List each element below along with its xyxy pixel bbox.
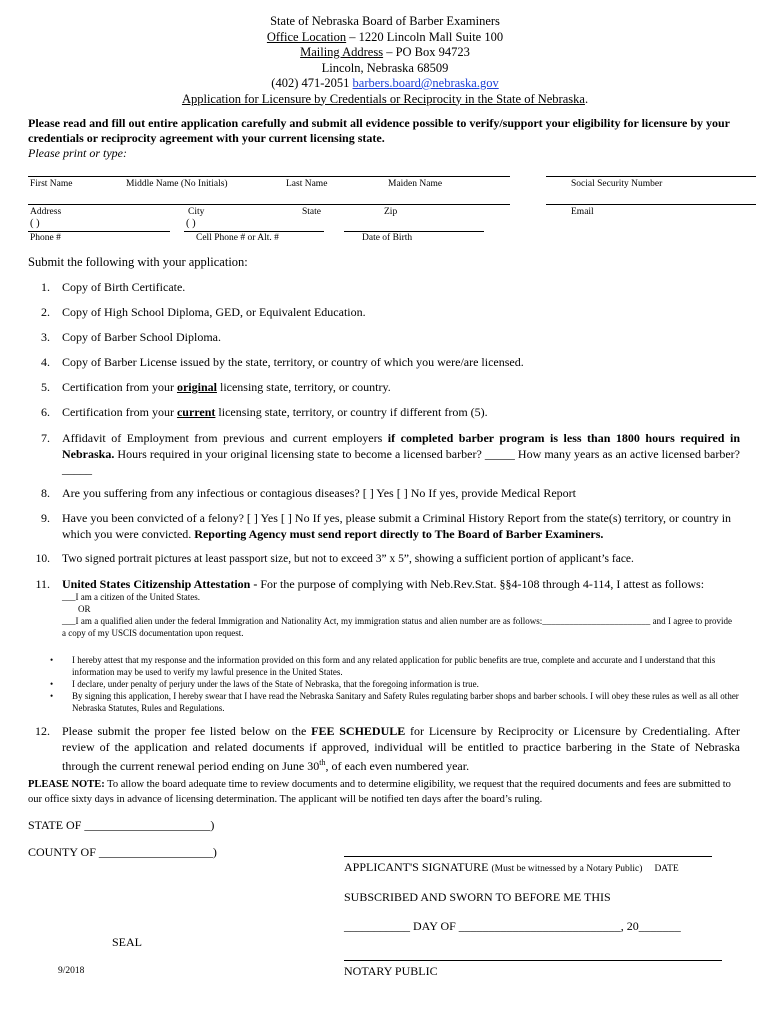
- cell-phone-label: Cell Phone # or Alt. #: [196, 233, 279, 243]
- signature-caption: [344, 860, 679, 875]
- form-title-text: Application for Licensure by Credentials or Reciprocity in the State of Nebraska: [181, 91, 585, 106]
- item-number: 4.: [41, 355, 50, 369]
- item-number: 12.: [35, 724, 50, 738]
- address-line[interactable]: [28, 204, 510, 205]
- email-label: Email: [571, 207, 594, 217]
- item-text-part: licensing state, territory, or country.: [216, 380, 391, 394]
- citizen-option: ___I am a citizen of the United States.: [62, 592, 200, 602]
- item-text-part: for Licensure by Reciprocity or Licensure by Credentialing. After review of the application and related documents if approved, individual will be entitled to practice barbering in the State of Nebraska through the current renewal period ending on June 30: [62, 724, 740, 773]
- item-text-part: licensing state, territory, or country if different from (5).: [215, 405, 488, 419]
- item-text-bold: United States Citizenship Attestation -: [62, 577, 258, 591]
- item-text: [62, 511, 740, 542]
- zip-label: Zip: [384, 207, 398, 217]
- bullet-text: I hereby attest that my response and the information provided on this form and any related application for public benefits are true, complete and accurate and I understand that this information may be used to verify my lawful presence in the United States.: [72, 655, 716, 677]
- office-location: [0, 30, 770, 46]
- item-text: Copy of Birth Certificate.: [62, 280, 186, 294]
- phone-line[interactable]: [28, 231, 170, 232]
- please-note-label: PLEASE NOTE:: [28, 779, 105, 790]
- email-line[interactable]: [546, 204, 756, 205]
- bullet-dot: •: [50, 655, 54, 665]
- last-name-label: Last Name: [286, 179, 328, 189]
- applicant-signature-label: APPLICANT'S SIGNATURE: [344, 860, 489, 874]
- notary-witness-note: (Must be witnessed by a Notary Public): [491, 864, 643, 874]
- item-number: 9.: [41, 511, 50, 525]
- seal-label: SEAL: [112, 935, 142, 949]
- item-number: 10.: [35, 553, 50, 565]
- item-text: Copy of Barber School Diploma.: [62, 330, 221, 344]
- mailing-address: [0, 45, 770, 61]
- attestation-bullet: [50, 690, 760, 714]
- name-line[interactable]: [28, 176, 510, 177]
- dob-line[interactable]: [344, 231, 484, 232]
- or-label: OR: [78, 604, 91, 614]
- notary-signature-line[interactable]: [344, 960, 722, 961]
- item-text: Are you suffering from any infectious or contagious diseases? [ ] Yes [ ] No If yes, provide Medical Report: [62, 486, 576, 500]
- emphasis-original: original: [176, 380, 217, 394]
- email-link[interactable]: barbers.board@nebraska.gov: [352, 76, 499, 90]
- mailing-address-value: – PO Box 94723: [383, 45, 470, 59]
- item-number: 7.: [41, 431, 50, 445]
- phone-area-code: ( ): [30, 218, 40, 229]
- board-name: State of Nebraska Board of Barber Examiners: [270, 14, 500, 28]
- address-label: Address: [30, 207, 62, 217]
- item-text-part: Hours required in your original licensing state to become a licensed barber? _____ How many years as an active licensed barber? _____: [62, 446, 740, 476]
- item-text: [62, 724, 740, 775]
- city-state-zip: Lincoln, Nebraska 68509: [321, 60, 449, 75]
- bullet-dot: •: [50, 691, 54, 701]
- form-title: [0, 92, 770, 108]
- alien-option: ___I am a qualified alien under the federal Immigration and Nationality Act, my immigration status and alien number are as follows:________________________ and I agree to provide a copy of my USCIS documentation upon request.: [62, 616, 732, 638]
- emphasis-current: current: [176, 405, 216, 419]
- county-of-field[interactable]: COUNTY OF ___________________): [28, 845, 217, 859]
- item-text: [62, 405, 740, 421]
- state-of-field[interactable]: STATE OF _____________________): [28, 818, 215, 832]
- item-number: 3.: [41, 330, 50, 344]
- item-text-part: , of each even numbered year.: [325, 759, 470, 773]
- city-label: City: [188, 207, 205, 217]
- item-number: 8.: [41, 486, 50, 500]
- item-text-part: Certification from your: [62, 380, 177, 394]
- item-text: Copy of Barber License issued by the state, territory, or country of which you were/are licensed.: [62, 355, 524, 369]
- bullet-text: I declare, under penalty of perjury under the laws of the State of Nebraska, that the foregoing information is true.: [72, 679, 479, 689]
- ssn-line[interactable]: [546, 176, 756, 177]
- cell-phone-line[interactable]: [184, 231, 324, 232]
- notary-public-label: NOTARY PUBLIC: [344, 964, 438, 978]
- form-title-period: .: [584, 91, 589, 106]
- print-instruction: Please print or type:: [28, 146, 127, 160]
- cell-area-code: ( ): [186, 218, 196, 229]
- letterhead: [0, 14, 770, 107]
- subscribed-sworn: SUBSCRIBED AND SWORN TO BEFORE ME THIS: [344, 890, 611, 904]
- date-label: DATE: [654, 864, 679, 874]
- submit-heading: Submit the following with your application:: [28, 255, 248, 269]
- item-text: Copy of High School Diploma, GED, or Equivalent Education.: [62, 305, 366, 319]
- item-text-part: For the purpose of complying with Neb.Rev.Stat. §§4-108 through 4-114, I attest as follows:: [257, 577, 705, 591]
- phone-label: Phone #: [30, 233, 61, 243]
- instructions: Please read and fill out entire application carefully and submit all evidence possible to verify/support your eligibility for licensure by your credentials or reciprocity agreement with your current licensing state.: [28, 116, 730, 145]
- item-text-part: Certification from your: [62, 405, 177, 419]
- item-text-part: Please submit the proper fee listed below on the: [62, 724, 312, 738]
- dob-label: Date of Birth: [362, 233, 413, 243]
- middle-name-label: Middle Name (No Initials): [126, 179, 228, 189]
- first-name-label: First Name: [30, 179, 73, 189]
- mailing-address-label: Mailing Address: [300, 45, 384, 59]
- day-of-field[interactable]: ___________ DAY OF ___________________________, 20_______: [344, 919, 681, 933]
- contact-line: [0, 76, 770, 92]
- office-location-label: Office Location: [266, 29, 347, 44]
- superscript: th: [319, 758, 326, 767]
- item-number: 11.: [35, 577, 50, 591]
- state-label: State: [302, 207, 321, 217]
- signature-line[interactable]: [344, 856, 712, 857]
- item-number: 5.: [41, 380, 50, 394]
- item-text-part: Affidavit of Employment from previous and current employers: [62, 431, 388, 445]
- item-text-bold: if completed barber program is less than 1800 hours required in Nebraska.: [62, 431, 740, 461]
- please-note-text: To allow the board adequate time to review documents and to determine eligibility, we request that the required documents and fees are submitted to our office sixty days in advance of licensing determination. The applicant will be notified ten days after the board’s ruling.: [28, 779, 731, 805]
- attestation-bullet: [50, 678, 760, 690]
- item-text-part: Have you been convicted of a felony? [ ] Yes [ ] No If yes, please submit a Criminal History Report from the state(s) territory, or country in which you were convicted.: [62, 511, 732, 541]
- office-location-value: – 1220 Lincoln Mall Suite 100: [346, 29, 504, 44]
- maiden-name-label: Maiden Name: [388, 179, 443, 189]
- item-text: [62, 380, 740, 396]
- please-note: [28, 778, 740, 807]
- item-text-bold: Reporting Agency must send report directly to The Board of Barber Examiners.: [194, 526, 604, 541]
- attestation-bullet: [50, 654, 760, 678]
- item-number: 6.: [41, 405, 50, 419]
- item-number: 2.: [41, 305, 50, 319]
- bullet-text: By signing this application, I hereby swear that I have read the Nebraska Sanitary and Safety Rules regulating barber shops and barber schools. I will obey these rules as well as all other Nebraska Statutes, Rules and Regulations.: [72, 691, 739, 713]
- item-number: 1.: [41, 280, 50, 294]
- bullet-dot: •: [50, 679, 54, 689]
- item-text: [62, 577, 740, 593]
- phone-number: (402) 471-2051: [271, 76, 353, 90]
- fee-schedule-label: FEE SCHEDULE: [311, 724, 406, 738]
- ssn-label: Social Security Number: [571, 179, 663, 189]
- item-text: [62, 431, 740, 478]
- revision-date: 9/2018: [58, 966, 85, 976]
- item-text: Two signed portrait pictures at least passport size, but not to exceed 3” x 5”, showing a sufficient portion of applicant’s face.: [62, 553, 634, 565]
